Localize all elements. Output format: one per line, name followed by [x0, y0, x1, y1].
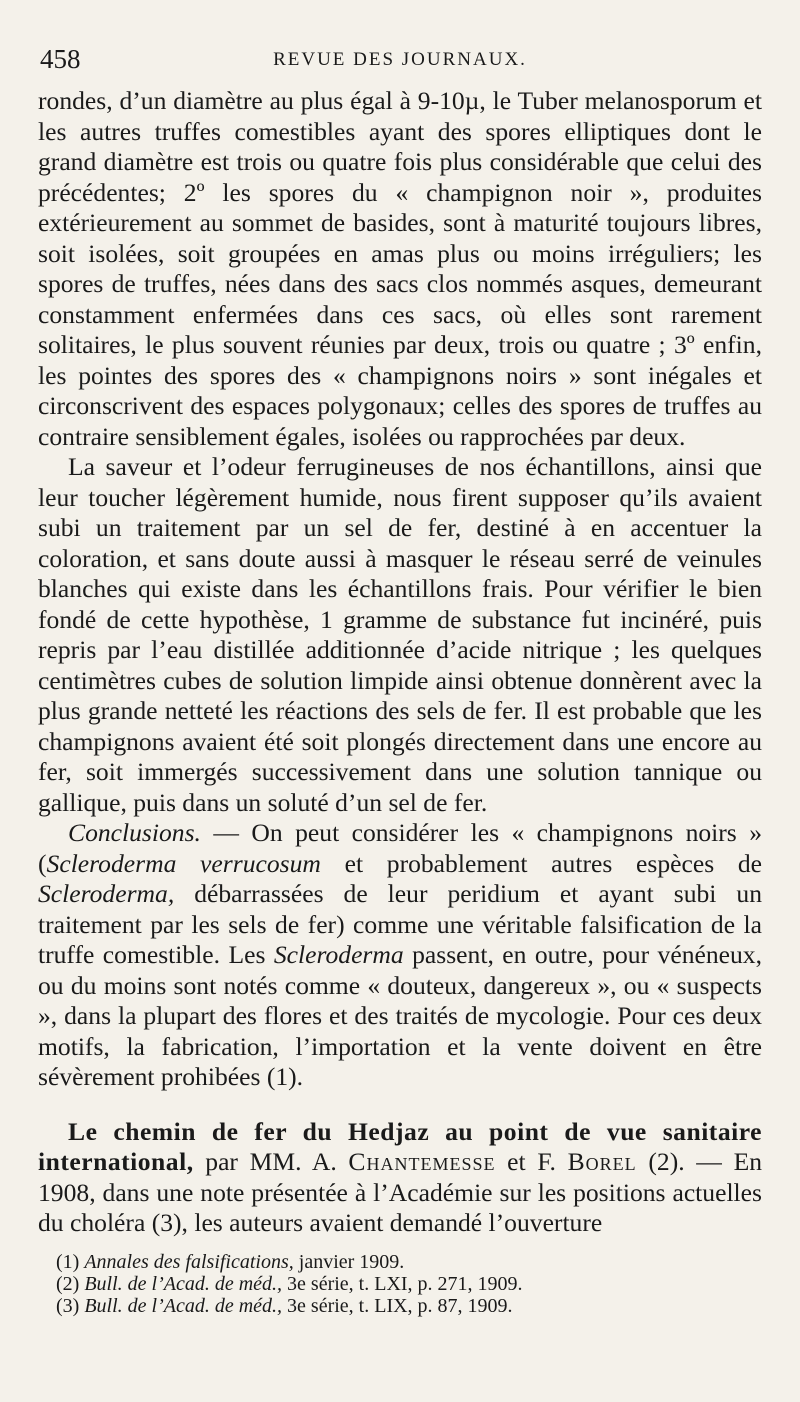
paragraph-iron-test: La saveur et l’odeur ferrugineuses de nos échantillons, ainsi que leur toucher légèrement humide, nous firent supposer qu’ils avaient subi un traitement par un sel de fer, destiné à en accentuer la coloration, et sans doute aussi à masquer le réseau serré de veinules blanches qui existe dans les échantillons frais. Pour vérifier le bien fondé de cette hypothèse, 1 gramme de substance fut incinéré, puis repris par l’eau distillée additionnée d’acide nitrique ; les quelques centimètres cubes de solution limpide ainsi obtenue donnèrent avec la plus grande netteté les réactions des sels de fer. Il est probable que les champignons avaient été soit plongés directement dans une encore au fer, soit immergés successivement dans une solution tannique ou gallique, puis dans un soluté d’un sel de fer. [38, 452, 762, 817]
paragraph-hedjaz: Le chemin de fer du Hedjaz au point de vue sanitaire international, par MM. A. Chantemesse et F. Borel (2). — En 1908, dans une note présentée à l’Académie sur les positions actuelles du choléra (3), les auteurs avaient demandé l’ouverture [38, 1116, 763, 1237]
footnote-1: (1) Annales des falsifications, janvier 1909. [56, 1250, 405, 1273]
footnote-3: (3) Bull. de l’Acad. de méd., 3e série, t. LIX, p. 87, 1909. [56, 1294, 513, 1317]
conclusions-heading: Conclusions. [68, 818, 201, 847]
running-head: REVUE DES JOURNAUX. [273, 49, 527, 70]
author-name: Borel [567, 1147, 637, 1176]
genus-name: Scleroderma, [38, 879, 175, 908]
paragraph-spores: rondes, d’un diamètre au plus égal à 9-10µ, le Tuber melanosporum et les autres truffes comestibles ayant des spores elliptiques dont le grand diamètre est trois ou quatre fois plus considérable que celui des précédentes; 2º les spores du « champignon noir », produites extérieurement au sommet de basides, sont à maturité toujours libres, soit isolées, soit groupées en amas plus ou moins irréguliers; les spores de truffes, nées dans des sacs clos nommés asques, demeurant constamment enfermées dans ces sacs, où elles sont rarement solitaires, le plus souvent réunies par deux, trois ou quatre ; 3º enfin, les pointes des spores des « champignons noirs » sont inégales et circonscrivent des espaces polygonaux; celles des spores de truffes au contraire sensiblement égales, isolées ou rapprochées par deux. [38, 86, 762, 451]
genus-name: Scleroderma [273, 940, 404, 969]
body-text [38, 86, 762, 1239]
author-name: Chantemesse [348, 1147, 496, 1176]
article-title: Le chemin de fer du Hedjaz au point de vue sanitaire international, [38, 1116, 762, 1176]
species-name: Scleroderma verrucosum [46, 848, 321, 878]
footnote-2: (2) Bull. de l’Acad. de méd., 3e série, t. LXI, p. 271, 1909. [56, 1272, 523, 1295]
section-gap [38, 1093, 762, 1117]
page-header [38, 44, 762, 74]
page-number: 458 [40, 44, 81, 74]
paragraph-conclusions: Conclusions. — On peut considérer les « champignons noirs » (Scleroderma verrucosum et probablement autres espèces de Scleroderma, débarrassées de leur peridium et ayant subi un traitement par les sels de fer) comme une véritable falsification de la truffe comestible. Les Scleroderma passent, en outre, pour vénéneux, ou du moins sont notés comme « douteux, dangereux », ou « suspects », dans la plupart des flores et des traités de mycologie. Pour ces deux motifs, la fabrication, l’importation et la vente doivent en être sévèrement prohibées (1). [38, 818, 763, 1091]
footnotes [38, 1251, 762, 1317]
